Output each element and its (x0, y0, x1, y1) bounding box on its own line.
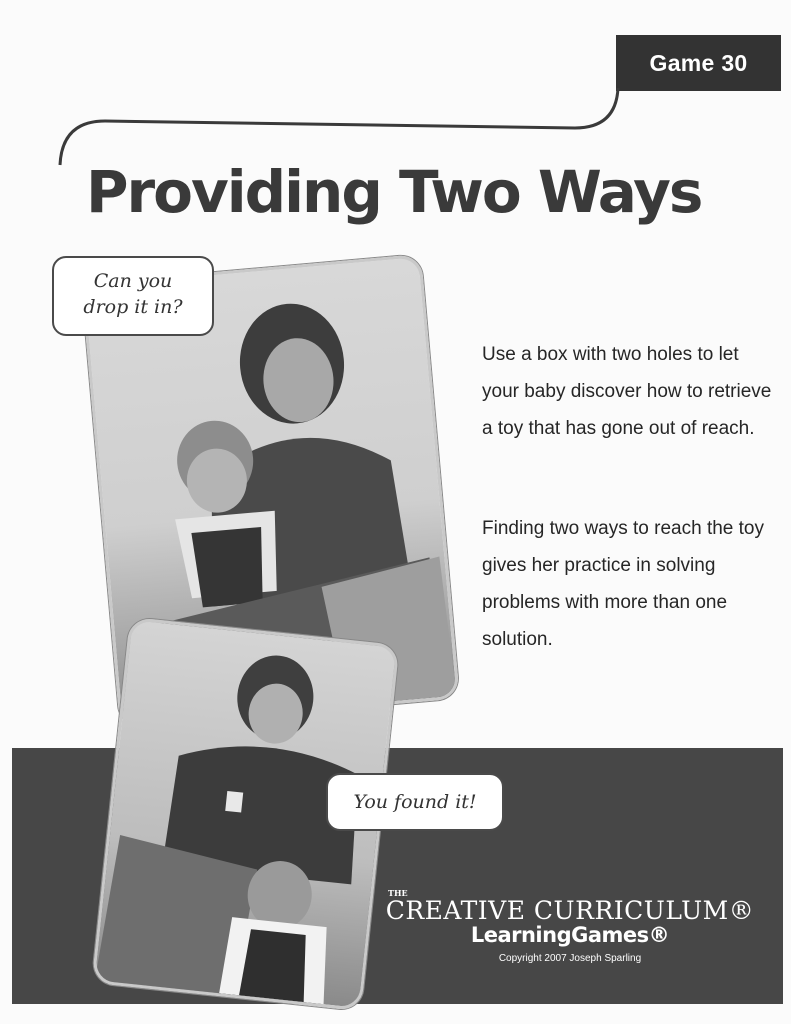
bubble-top-line-1: Can you (93, 270, 173, 292)
speech-bubble-can-you-drop-it-in (52, 256, 214, 336)
logo-the: THE (388, 888, 408, 898)
creative-curriculum-logo (380, 888, 760, 964)
logo-creative-curriculum: CREATIVE CURRICULUM® (385, 896, 755, 925)
description-paragraph-1: Use a box with two holes to let your baby discover how to retrieve a toy that has gone out of reach. (482, 344, 772, 439)
speech-bubble-you-found-it (326, 773, 504, 831)
logo-learning-games: LearningGames® (470, 923, 670, 947)
bubble-top-line-2: drop it in? (83, 296, 183, 318)
bubble-bottom-text: You found it! (353, 791, 477, 813)
game-number-label: Game 30 (649, 49, 748, 76)
copyright-text: Copyright 2007 Joseph Sparling (498, 953, 642, 964)
page-title: Providing Two Ways (86, 158, 702, 226)
description-paragraph-2: Finding two ways to reach the toy gives her practice in solving problems with more than one solution. (482, 518, 764, 650)
